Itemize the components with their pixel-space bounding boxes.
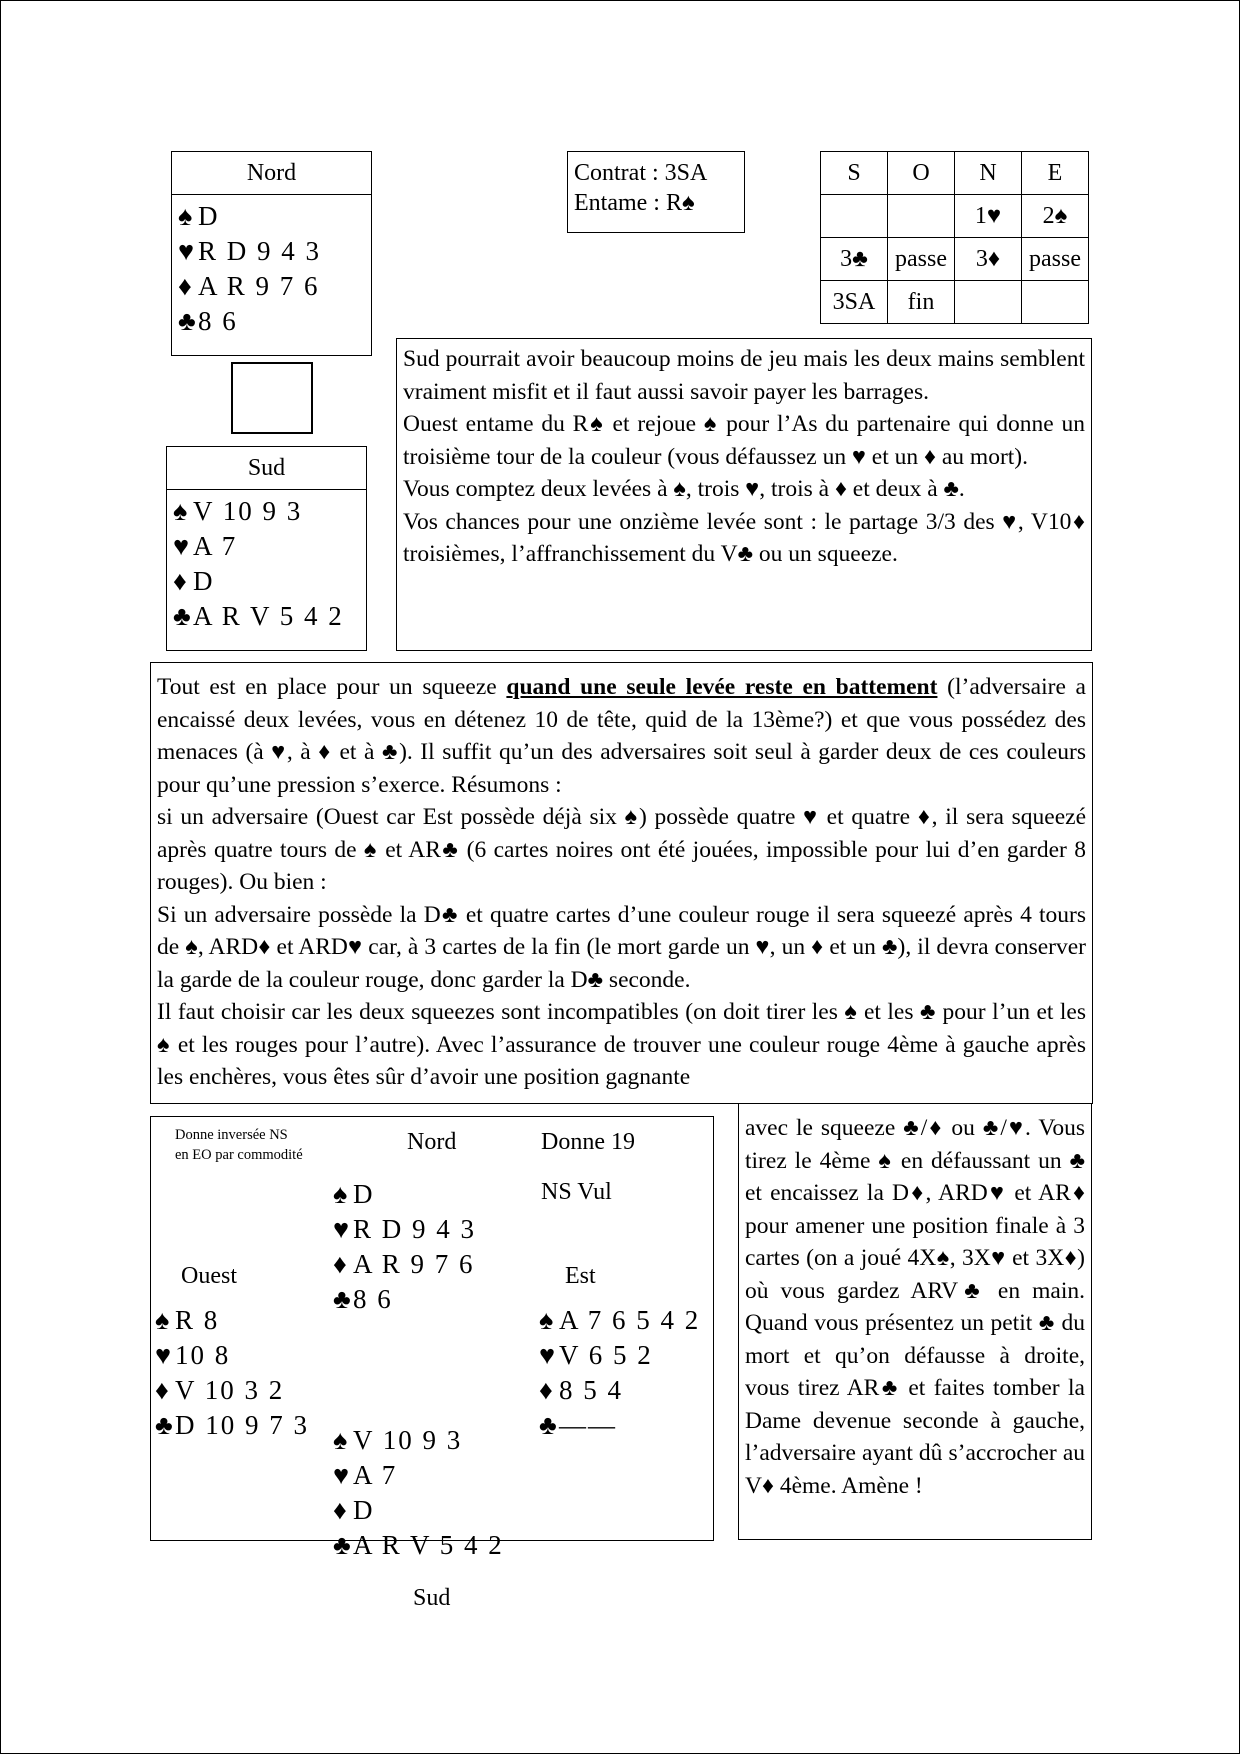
- diamond-icon: ♦: [178, 271, 194, 301]
- deal-south-spades: [333, 1423, 504, 1458]
- north-hand-box: [171, 151, 372, 356]
- card-list: R D 9 4 3: [353, 1214, 477, 1244]
- spade-icon: ♠: [333, 1425, 350, 1455]
- diamond-icon: ♦: [173, 566, 189, 596]
- south-hand-title: Sud: [167, 447, 366, 490]
- club-icon: ♣: [333, 1530, 353, 1560]
- deal-west-hand: [155, 1303, 309, 1443]
- south-diamonds-row: [173, 564, 366, 599]
- deal-south-hand: [333, 1423, 504, 1563]
- south-hearts: A 7: [193, 531, 238, 561]
- south-diamonds: D: [193, 566, 215, 596]
- south-clubs-row: [173, 599, 366, 634]
- club-icon: ♣: [539, 1410, 559, 1440]
- deal-west-spades: [155, 1303, 309, 1338]
- north-hand-title: Nord: [172, 152, 371, 195]
- bid-cell: 1♥: [955, 195, 1022, 238]
- bid-header-o: O: [888, 152, 955, 195]
- table-square: [231, 362, 313, 434]
- deal-west-label: Ouest: [181, 1263, 237, 1289]
- card-list: V 10 9 3: [353, 1425, 463, 1455]
- heart-icon: ♥: [178, 236, 197, 266]
- deal-west-clubs: [155, 1408, 309, 1443]
- bid-header-n: N: [955, 152, 1022, 195]
- diamond-icon: ♦: [155, 1375, 171, 1405]
- north-diamonds: A R 9 7 6: [198, 271, 320, 301]
- north-spades: D: [198, 201, 220, 231]
- contract-line: Contrat : 3SA: [574, 160, 708, 186]
- bid-cell: passe: [888, 238, 955, 281]
- diamond-icon: ♦: [539, 1375, 555, 1405]
- bid-cell: passe: [1022, 238, 1089, 281]
- commentary-3-paragraph: avec le squeeze ♣/♦ ou ♣/♥. Vous tirez le 4ème ♠ en défaussant un ♣ et encaissez la D♦, ARD♥ et AR♦ pour amener une position finale à 3 cartes (on a joué 4X♠, 3X♥ et 3X♦) où vous gardez ARV♣ en main. Quand vous présentez un petit ♣ du mort et qu’on défausse à droite, vous tirez AR♣ et faites tomber la Dame devenue seconde à gauche, l’adversaire ayant dû s’accrocher au V♦ 4ème. Amène !: [745, 1115, 1085, 1499]
- diamond-icon: ♦: [333, 1249, 349, 1279]
- deal-north-hand: [333, 1177, 476, 1317]
- commentary-1-paragraph: Ouest entame du R♠ et rejoue ♠ pour l’As du partenaire qui donne un troisième tour de la couleur (vous défaussez un ♥ et un ♦ au mort).: [403, 411, 1085, 470]
- south-spades: V 10 9 3: [193, 496, 303, 526]
- deal-north-clubs: [333, 1282, 476, 1317]
- card-list: A 7: [353, 1460, 398, 1490]
- commentary-box-1: [396, 338, 1092, 651]
- spade-icon: ♠: [173, 496, 190, 526]
- bid-cell: 2♠: [1022, 195, 1089, 238]
- commentary-1-paragraph: Vos chances pour une onzième levée sont : le partage 3/3 des ♥, V10♦ troisièmes, l’affranchissement du V♣ ou un squeeze.: [403, 508, 1085, 567]
- bidding-table: [820, 151, 1089, 324]
- deal-west-hearts: [155, 1338, 309, 1373]
- card-list: D: [353, 1495, 375, 1525]
- heart-icon: ♥: [333, 1460, 352, 1490]
- deal-north-diamonds: [333, 1247, 476, 1282]
- bid-cell: [821, 195, 888, 238]
- deal-south-diamonds: [333, 1493, 504, 1528]
- spade-icon: ♠: [178, 201, 195, 231]
- north-clubs-row: [178, 304, 371, 339]
- commentary-2-emphasis: quand une seule levée reste en battement: [506, 674, 938, 700]
- bid-cell: 3♦: [955, 238, 1022, 281]
- card-list: A R 9 7 6: [353, 1249, 475, 1279]
- card-list: V 10 3 2: [175, 1375, 285, 1405]
- bid-header-s: S: [821, 152, 888, 195]
- north-hearts: R D 9 4 3: [198, 236, 322, 266]
- card-list: D: [353, 1179, 375, 1209]
- lead-line: Entame : R♠: [574, 190, 695, 216]
- south-hand-box: [166, 446, 367, 651]
- card-list: A 7 6 5 4 2: [559, 1305, 701, 1335]
- deal-east-diamonds: [539, 1373, 700, 1408]
- deal-south-label: Sud: [413, 1585, 451, 1611]
- contract-box: [567, 151, 745, 233]
- deal-vulnerability: NS Vul: [541, 1179, 612, 1205]
- commentary-1-paragraph: Vous comptez deux levées à ♠, trois ♥, trois à ♦ et deux à ♣.: [403, 476, 965, 502]
- deal-north-hearts: [333, 1212, 476, 1247]
- card-list: 8 6: [353, 1284, 393, 1314]
- deal-north-spades: [333, 1177, 476, 1212]
- spade-icon: ♠: [333, 1179, 350, 1209]
- card-list: A R V 5 4 2: [353, 1530, 504, 1560]
- spade-icon: ♠: [539, 1305, 556, 1335]
- north-diamonds-row: [178, 269, 371, 304]
- club-icon: ♣: [333, 1284, 353, 1314]
- bidding-row: [821, 238, 1089, 281]
- commentary-2-paragraph: Si un adversaire possède la D♣ et quatre cartes d’une couleur rouge il sera squeezé après 4 tours de ♠, ARD♦ et ARD♥ car, à 3 cartes de la fin (le mort garde un ♥, un ♦ et un ♣), il devra conserver la garde de la couleur rouge, donc garder la D♣ seconde.: [157, 901, 1086, 993]
- deal-note-line-2: en EO par commodité: [175, 1147, 303, 1163]
- commentary-2-intro: Tout est en place pour un squeeze: [157, 674, 507, 700]
- deal-east-label: Est: [565, 1263, 596, 1289]
- north-spades-row: [178, 199, 371, 234]
- spade-icon: ♠: [155, 1305, 172, 1335]
- heart-icon: ♥: [155, 1340, 174, 1370]
- heart-icon: ♥: [539, 1340, 558, 1370]
- heart-icon: ♥: [173, 531, 192, 561]
- bidding-row: [821, 195, 1089, 238]
- deal-south-hearts: [333, 1458, 504, 1493]
- card-list: 10 8: [175, 1340, 231, 1370]
- deal-north-label: Nord: [407, 1129, 457, 1155]
- deal-diagram: [150, 1116, 714, 1611]
- card-list: D 10 9 7 3: [175, 1410, 309, 1440]
- bid-cell: [1022, 281, 1089, 324]
- card-list: ——: [559, 1410, 617, 1440]
- bid-cell: [955, 281, 1022, 324]
- bid-cell: [888, 195, 955, 238]
- card-list: V 6 5 2: [559, 1340, 653, 1370]
- north-hearts-row: [178, 234, 371, 269]
- commentary-2-paragraph: [157, 671, 1086, 801]
- commentary-2-rest: (l’adversaire a encaissé deux levées, vous en détenez 10 de tête, quid de la 13ème?) et que vous possédez des menaces (à ♥, à ♦ et à ♣). Il suffit qu’un des adversaires soit seul à garder deux de ces couleurs pour qu’une pression s’exerce. Résumons :: [157, 674, 1086, 798]
- bid-header-e: E: [1022, 152, 1089, 195]
- south-hearts-row: [173, 529, 366, 564]
- commentary-box-2: [150, 662, 1093, 1104]
- bidding-row: [821, 281, 1089, 324]
- deal-east-clubs: [539, 1408, 700, 1443]
- commentary-2-paragraph: Il faut choisir car les deux squeezes sont incompatibles (on doit tirer les ♠ et les ♣ pour l’un et les ♠ et les rouges pour l’autre). Avec l’assurance de trouver une couleur rouge 4ème à gauche après les enchères, vous êtes sûr d’avoir une position gagnante: [157, 999, 1086, 1090]
- commentary-2-paragraph: si un adversaire (Ouest car Est possède déjà six ♠) possède quatre ♥ et quatre ♦, il sera squeezé après quatre tours de ♠ et AR♣ (6 cartes noires ont été jouées, impossible pour lui d’en garder 8 rouges). Ou bien :: [157, 804, 1086, 895]
- heart-icon: ♥: [333, 1214, 352, 1244]
- card-list: R 8: [175, 1305, 220, 1335]
- deal-number: Donne 19: [541, 1129, 635, 1155]
- club-icon: ♣: [155, 1410, 175, 1440]
- deal-east-spades: [539, 1303, 700, 1338]
- north-clubs: 8 6: [198, 306, 238, 336]
- south-spades-row: [173, 494, 366, 529]
- diamond-icon: ♦: [333, 1495, 349, 1525]
- club-icon: ♣: [178, 306, 198, 336]
- commentary-box-3: [738, 1104, 1092, 1540]
- deal-note: [175, 1125, 303, 1165]
- deal-west-diamonds: [155, 1373, 309, 1408]
- bid-cell: 3SA: [821, 281, 888, 324]
- deal-east-hand: [539, 1303, 700, 1443]
- bidding-header-row: [821, 152, 1089, 195]
- deal-east-hearts: [539, 1338, 700, 1373]
- south-clubs: A R V 5 4 2: [193, 601, 344, 631]
- card-list: 8 5 4: [559, 1375, 623, 1405]
- bid-cell: 3♣: [821, 238, 888, 281]
- deal-south-clubs: [333, 1528, 504, 1563]
- bid-cell: fin: [888, 281, 955, 324]
- commentary-1-paragraph: Sud pourrait avoir beaucoup moins de jeu mais les deux mains semblent vraiment misfit et il faut aussi savoir payer les barrages.: [403, 346, 1085, 405]
- club-icon: ♣: [173, 601, 193, 631]
- deal-note-line-1: Donne inversée NS: [175, 1127, 288, 1143]
